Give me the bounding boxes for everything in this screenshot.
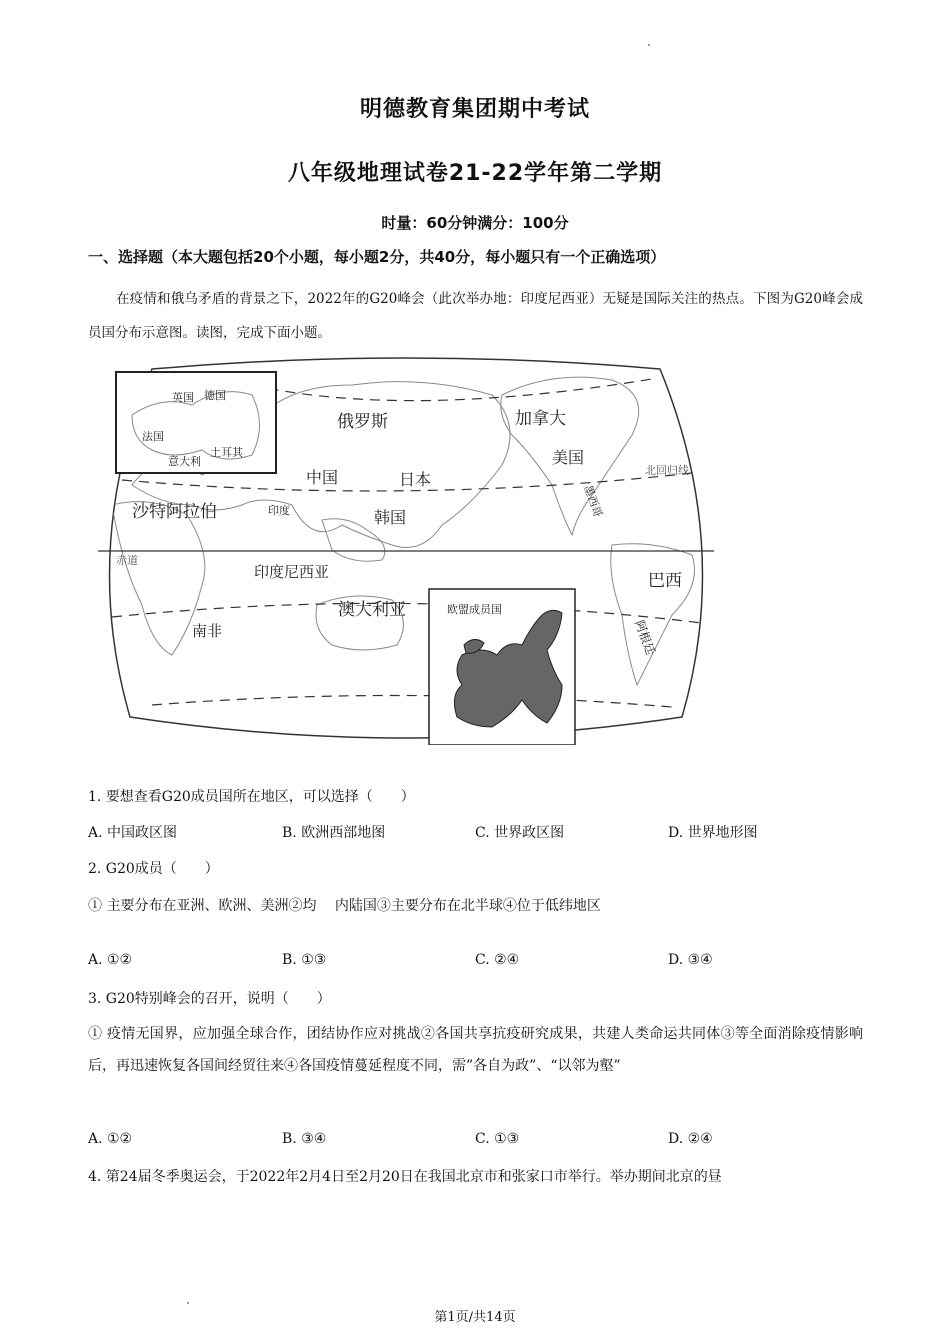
q2-option-d[interactable]: D. ③④ (668, 952, 713, 968)
q3-option-b[interactable]: B. ③④ (282, 1131, 327, 1147)
label-korea: 韩国 (374, 510, 407, 527)
label-japan: 日本 (399, 472, 432, 489)
question-3-statements: ① 疫情无国界，应加强全球合作，团结协作应对挑战②各国共享抗疫研究成果，共建人类命运共同体③等全面消除疫情影响后，再迅速恢复各国间经贸往来④各国疫情蔓延程度不同，需”各自为政”、“以邻为壑” (88, 1026, 863, 1074)
q2-option-b[interactable]: B. ①③ (282, 952, 327, 968)
label-turkey: 土耳其 (210, 447, 243, 459)
question-3-stem: 3. G20特别峰会的召开，说明（ ） (88, 991, 331, 1007)
label-france: 法国 (142, 431, 164, 443)
g20-world-map (92, 355, 720, 745)
label-saudi: 沙特阿拉伯 (132, 502, 217, 521)
question-2-statements: ① 主要分布在亚洲、欧洲、美洲②均 内陆国③主要分布在北半球④位于低纬地区 (88, 898, 601, 914)
q1-option-a[interactable]: A. 中国政区图 (88, 825, 178, 841)
q1-option-d[interactable]: D. 世界地形图 (668, 825, 758, 841)
label-eu-title: 欧盟成员国 (447, 604, 502, 616)
label-argentina: 阿根廷 (632, 618, 658, 657)
page-footer: 第1页/共14页 (434, 1310, 516, 1325)
label-indonesia: 印度尼西亚 (254, 564, 330, 581)
q2-option-a[interactable]: A. ①② (88, 952, 133, 968)
q1-option-b[interactable]: B. 欧洲西部地图 (282, 825, 386, 841)
q2-option-c[interactable]: C. ②④ (475, 952, 520, 968)
exam-subtitle: 八年级地理试卷21-22学年第二学期 (287, 161, 663, 186)
question-2-stem: 2. G20成员（ ） (88, 861, 219, 877)
label-australia: 澳大利亚 (338, 600, 406, 619)
label-russia: 俄罗斯 (337, 412, 388, 431)
question-4-stem: 4. 第24届冬季奥运会，于2022年2月4日至2月20日在我国北京市和张家口市举行。举办期间北京的昼 (88, 1169, 722, 1185)
label-india: 印度 (268, 505, 290, 517)
q3-option-d[interactable]: D. ②④ (668, 1131, 713, 1147)
section-heading: 一、选择题（本大题包括20个小题，每小题2分，共40分，每小题只有一个正确选项） (88, 248, 666, 266)
q1-option-c[interactable]: C. 世界政区图 (475, 825, 565, 841)
label-canada: 加拿大 (515, 409, 566, 428)
intro-paragraph: 在疫情和俄乌矛盾的背景之下，2022年的G20峰会（此次举办地：印度尼西亚）无疑是国际关注的热点。下图为G20峰会成员国分布示意图。读图，完成下面小题。 (88, 291, 863, 341)
label-mexico: 墨西哥 (581, 483, 604, 520)
question-1-stem: 1. 要想查看G20成员国所在地区，可以选择（ ） (88, 789, 415, 805)
label-brazil: 巴西 (648, 571, 682, 590)
label-italy: 意大利 (168, 456, 201, 468)
label-equator: 赤道 (116, 555, 138, 567)
label-china: 中国 (306, 470, 339, 487)
q3-option-a[interactable]: A. ①② (88, 1131, 133, 1147)
label-uk: 英国 (172, 392, 194, 404)
exam-title: 明德教育集团期中考试 (359, 97, 590, 122)
label-germany: 德国 (204, 390, 226, 402)
exam-meta: 时量：60分钟满分：100分 (381, 214, 569, 232)
q3-option-c[interactable]: C. ①③ (475, 1131, 520, 1147)
label-usa: 美国 (552, 450, 585, 467)
label-southafrica: 南非 (192, 623, 223, 640)
label-tropic: 北回归线 (645, 465, 689, 477)
